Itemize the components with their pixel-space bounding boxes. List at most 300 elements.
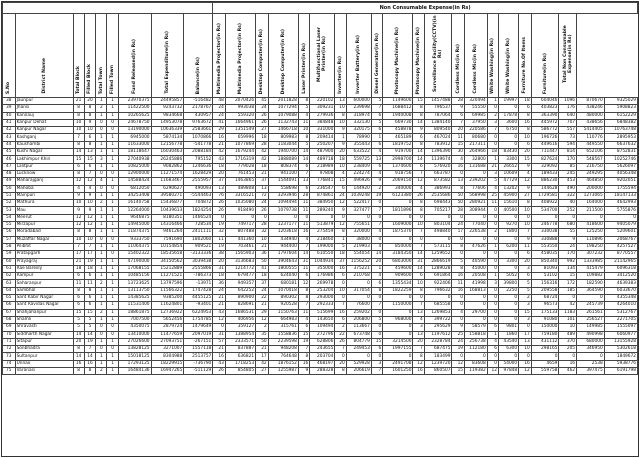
table-cell: 8 (335, 367, 346, 374)
table-cell: 1466524 (184, 214, 213, 221)
table-cell: 71 (3, 338, 16, 345)
table-cell: 559320 (225, 112, 255, 119)
table-cell: 17293125 (118, 360, 151, 367)
table-cell: 703461 (225, 243, 255, 250)
table-cell: 16 (298, 360, 309, 367)
table-cell: 604046 (531, 98, 559, 105)
table-cell: 5 (487, 178, 498, 185)
table-cell: 1718253 (225, 360, 255, 367)
table-cell: 27 (256, 367, 269, 374)
table-cell: 0 (487, 309, 498, 316)
table-cell: 814 (559, 149, 577, 156)
table-cell: -736790 (184, 360, 213, 367)
table-cell: 12 (335, 222, 346, 229)
district-name-cell: Mahoba (15, 185, 73, 192)
table-cell: 1797604 (268, 251, 298, 258)
table-cell: 1 (107, 112, 118, 119)
table-cell: 1664961 (225, 119, 255, 126)
table-cell: 26652 (499, 163, 519, 170)
table-cell: 431112 (531, 338, 559, 345)
table-cell: 10 (84, 127, 95, 134)
table-cell: 11683467 (151, 178, 184, 185)
table-cell: 21 (73, 258, 84, 265)
table-cell: 72 (256, 192, 269, 199)
table-cell: 55550 (465, 105, 488, 112)
table-row (3, 273, 638, 280)
table-cell: 322 (559, 192, 577, 199)
table-cell: 209558 (531, 287, 559, 294)
table-cell: 1150000 (383, 302, 413, 309)
table-cell: 1044934 (310, 258, 335, 265)
table-cell: 6 (413, 163, 424, 170)
table-cell: 0 (383, 236, 413, 243)
table-cell: 680000 (577, 338, 605, 345)
table-cell: 21 (487, 163, 498, 170)
table-cell: 16 (298, 229, 309, 236)
table-cell: -516482 (184, 98, 213, 105)
district-name-cell: Sitapur (15, 338, 73, 345)
table-cell: 534700 (531, 207, 559, 214)
table-cell: 1463865 (225, 178, 255, 185)
table-cell: 11624801 (151, 302, 184, 309)
table-cell: 2583661 (184, 127, 213, 134)
column-header-label: Photocopy Machine(in Rs) (395, 26, 401, 94)
table-cell: 10 (73, 200, 84, 207)
table-cell: 10 (519, 346, 532, 353)
table-cell: 2866619 (424, 258, 452, 265)
table-cell: 8 (298, 295, 309, 302)
table-cell: 3904643 (268, 258, 298, 265)
table-cell: 496926 (346, 178, 371, 185)
table-cell: 26 (335, 338, 346, 345)
table-cell: 8 (413, 200, 424, 207)
table-cell: 8 (84, 367, 95, 374)
table-cell: 203704 (310, 353, 335, 360)
table-cell: 809983 (268, 134, 298, 141)
table-cell: 4 (371, 170, 382, 177)
table-cell: 12 (73, 222, 84, 229)
table-cell: 54 (3, 214, 16, 221)
table-cell: 1333985 (577, 258, 605, 265)
table-cell: 0 (487, 353, 498, 360)
table-cell: 55 (559, 229, 577, 236)
table-cell: 0 (335, 280, 346, 287)
table-cell: 5302618 (604, 346, 637, 353)
column-header (15, 14, 73, 98)
table-cell: 5 (84, 316, 95, 323)
table-cell: 16 (452, 273, 465, 280)
table-cell: 11 (298, 309, 309, 316)
table-cell: 8 (84, 229, 95, 236)
table-cell: 2879724 (151, 324, 184, 331)
table-cell: 12 (84, 222, 95, 229)
table-cell: 783912 (424, 141, 452, 148)
table-cell: 8 (73, 112, 84, 119)
table-cell: 15018125 (118, 353, 151, 360)
table-cell: 39580271 (151, 192, 184, 199)
table-cell: 6812050 (118, 185, 151, 192)
table-cell: 9 (84, 207, 95, 214)
table-cell: 21 (256, 302, 269, 309)
table-cell: 0 (383, 353, 413, 360)
table-cell: 2 (335, 324, 346, 331)
table-cell: 6 (519, 273, 532, 280)
table-cell: 7 (371, 105, 382, 112)
table-cell: 19 (452, 346, 465, 353)
table-cell: 10 (413, 280, 424, 287)
table-cell: 318974 (346, 112, 371, 119)
table-cell: 41 (3, 119, 16, 126)
table-cell: 1388954 (225, 331, 255, 338)
table-cell: 1 (371, 265, 382, 272)
table-cell: 24 (256, 287, 269, 294)
table-cell: 219903 (346, 243, 371, 250)
table-cell: 76 (213, 192, 226, 199)
table-cell: 176 (559, 105, 577, 112)
table-cell: 9 (519, 185, 532, 192)
column-header-label: Diesel Generator(in Rs) (374, 33, 380, 94)
table-cell: 4 (413, 185, 424, 192)
table-cell: 803104 (424, 222, 452, 229)
table-cell: 12264000 (118, 207, 151, 214)
table-row (3, 222, 638, 229)
table-cell: 6 (84, 273, 95, 280)
table-cell: 27093751 (151, 338, 184, 345)
table-cell: 489718 (310, 156, 335, 163)
table-cell: 375221 (346, 265, 371, 272)
table-cell: 17 (256, 353, 269, 360)
table-cell: 134 (559, 265, 577, 272)
table-cell: 0 (487, 141, 498, 148)
table-row (3, 265, 638, 272)
table-cell: 1 (107, 360, 118, 367)
table-cell: 8 (84, 141, 95, 148)
table-cell: 28 (256, 141, 269, 148)
table-cell: 3 (519, 316, 532, 323)
table-cell: 8 (84, 105, 95, 112)
table-cell: 269978 (310, 280, 335, 287)
table-cell: 27 (256, 127, 269, 134)
table-cell: 0 (335, 353, 346, 360)
table-cell: 9 (298, 367, 309, 374)
table-cell: 78990 (346, 134, 371, 141)
table-cell: 8 (73, 141, 84, 148)
table-cell: 8 (298, 98, 309, 105)
table-cell: 10763748 (604, 127, 637, 134)
table-cell: 808374 (268, 163, 298, 170)
table-cell: 26 (256, 207, 269, 214)
table-cell: 185 (559, 287, 577, 294)
table-cell: 711447 (531, 149, 559, 156)
table-cell: 1888089 (268, 156, 298, 163)
table-cell: 110776 (577, 134, 605, 141)
table-cell: 42 (256, 360, 269, 367)
table-cell: 10 (256, 236, 269, 243)
table-cell: -267151 (184, 338, 213, 345)
table-row (3, 243, 638, 250)
table-cell: 49 (3, 178, 16, 185)
table-cell: 45 (256, 98, 269, 105)
table-cell: 1070418 (268, 287, 298, 294)
table-cell: 14 (413, 265, 424, 272)
table-cell: 24 (452, 338, 465, 345)
table-cell: 65 (3, 295, 16, 302)
table-cell: 226538 (465, 229, 488, 236)
table-cell: 3 (413, 324, 424, 331)
table-cell: 74 (3, 360, 16, 367)
table-cell: 12 (298, 280, 309, 287)
table-cell: 4 (298, 236, 309, 243)
table-cell: 2239598 (268, 338, 298, 345)
table-cell: 170 (559, 156, 577, 163)
column-header-row (3, 14, 638, 98)
table-cell: 1479649 (184, 324, 213, 331)
table-cell: 29 (256, 309, 269, 316)
table-cell: 6096318 (604, 265, 637, 272)
table-cell: 261561 (577, 309, 605, 316)
table-cell: 18 (213, 273, 226, 280)
table-cell: 14 (413, 119, 424, 126)
table-cell: 0 (487, 236, 498, 243)
table-cell: 295629 (424, 324, 452, 331)
table-cell: 10 (519, 222, 532, 229)
table-cell: 3300 (499, 258, 519, 265)
column-header-label: Balance(in Rs) (195, 56, 201, 94)
table-cell: 13797596 (151, 280, 184, 287)
table-cell: 38 (3, 98, 16, 105)
table-cell: 0 (107, 170, 118, 177)
column-header (559, 14, 577, 98)
column-header-label: Surveillance Facility(CCTV)(in Rs) (433, 15, 444, 93)
table-cell: 1 (107, 338, 118, 345)
table-cell: 27 (519, 192, 532, 199)
column-header (383, 14, 413, 98)
table-cell: 15 (335, 178, 346, 185)
table-cell: 15 (519, 156, 532, 163)
table-cell: 5 (452, 258, 465, 265)
table-cell: 2 (96, 105, 107, 112)
table-cell: 8 (335, 112, 346, 119)
table-cell: 24 (213, 105, 226, 112)
table-cell: 29700 (465, 309, 488, 316)
table-cell: 85 (559, 163, 577, 170)
table-cell: 101 (559, 316, 577, 323)
table-cell: 149985 (577, 324, 605, 331)
table-cell: 34150562 (151, 258, 184, 265)
table-cell: 41 (213, 119, 226, 126)
table-cell: 6 (335, 185, 346, 192)
table-cell: 20 (519, 258, 532, 265)
district-name-cell: Sultanpur (15, 353, 73, 360)
table-cell: 1351549 (225, 127, 255, 134)
district-name-cell: Moradabad (15, 229, 73, 236)
table-cell: 12900000 (118, 170, 151, 177)
table-cell: 19 (371, 192, 382, 199)
table-cell: 12736922 (151, 309, 184, 316)
table-cell: 890302 (268, 295, 298, 302)
table-cell: 110896 (577, 236, 605, 243)
district-name-cell: Kushi Nagar (15, 149, 73, 156)
table-cell: 24 (559, 243, 577, 250)
table-cell: 7 (371, 207, 382, 214)
table-cell: 6803000 (383, 258, 413, 265)
table-cell: 280921 (465, 200, 488, 207)
table-cell: 9 (371, 178, 382, 185)
table-cell: 553550 (531, 243, 559, 250)
table-cell: 0 (452, 170, 465, 177)
table-cell: 45000 (465, 265, 488, 272)
column-header (413, 14, 424, 98)
table-cell: 15212889 (151, 265, 184, 272)
table-cell: 40590 (465, 258, 488, 265)
table-cell: 1077869 (225, 141, 255, 148)
table-cell: 6224953 (184, 309, 213, 316)
table-cell: 8770557 (604, 251, 637, 258)
table-row (3, 280, 638, 287)
district-name-cell: Mau (15, 207, 73, 214)
table-cell: 14 (84, 331, 95, 338)
table-cell: -5544463 (184, 192, 213, 199)
table-cell: 636821 (225, 353, 255, 360)
table-cell: 43540 (499, 338, 519, 345)
table-cell: 340000 (383, 185, 413, 192)
table-cell: 992 (559, 258, 577, 265)
table-cell: 1 (96, 229, 107, 236)
table-cell: 38 (213, 251, 226, 258)
table-cell: 32800 (465, 156, 488, 163)
table-cell: 827624 (531, 156, 559, 163)
table-cell: 13202 (499, 185, 519, 192)
table-row (3, 302, 638, 309)
table-cell: 0 (96, 324, 107, 331)
table-cell: 464850 (577, 178, 605, 185)
column-header-label: Fund Released(in Rs) (132, 39, 138, 94)
table-cell: 8 (84, 287, 95, 294)
table-cell: 487900 (310, 149, 335, 156)
column-header-label: Inverter(in Rs) (338, 56, 344, 94)
table-cell: 7 (84, 170, 95, 177)
table-cell: 330038 (531, 229, 559, 236)
table-cell: 172 (559, 280, 577, 287)
table-cell: 10 (519, 207, 532, 214)
table-cell: 24 (452, 222, 465, 229)
table-cell: 12156778 (151, 141, 184, 148)
table-cell: 1860 (499, 331, 519, 338)
table-cell: 8 (519, 200, 532, 207)
table-cell: 664983 (268, 316, 298, 323)
table-cell: 36 (256, 251, 269, 258)
table-cell: 239698 (346, 105, 371, 112)
table-cell: 28 (452, 207, 465, 214)
table-cell: 11 (487, 200, 498, 207)
table-cell: 13155928 (604, 338, 637, 345)
table-cell: 8 (413, 105, 424, 112)
table-cell: 250207 (310, 141, 335, 148)
table-row (3, 156, 638, 163)
table-cell: 109494 (310, 324, 335, 331)
table-cell: 9801 (499, 324, 519, 331)
table-cell: 0 (452, 295, 465, 302)
table-cell: 19997 (499, 98, 519, 105)
table-cell: 0 (371, 331, 382, 338)
district-name-cell: Rae Bareilly (15, 265, 73, 272)
table-cell: 15 (559, 273, 577, 280)
table-cell: 6945000 (118, 134, 151, 141)
table-cell: 15 (371, 338, 382, 345)
column-header-label: Cordless Mic(in Rs) (455, 44, 461, 94)
table-cell: 17 (73, 251, 84, 258)
table-cell: 13 (256, 185, 269, 192)
table-cell: 62 (3, 273, 16, 280)
table-cell: 2411111 (184, 229, 213, 236)
table-cell: -13971 (184, 280, 213, 287)
table-cell: 64 (3, 287, 16, 294)
table-cell: 9 (452, 105, 465, 112)
table-cell: 7 (371, 367, 382, 374)
table-cell: 76600 (346, 302, 371, 309)
table-cell: 210768 (346, 273, 371, 280)
table-cell: 0 (499, 295, 519, 302)
table-cell: 24678750 (118, 119, 151, 126)
table-cell: 0 (499, 251, 519, 258)
table-cell: 652106 (577, 149, 605, 156)
table-cell: 18147133 (604, 192, 637, 199)
table-cell: 4 (298, 112, 309, 119)
table-cell: 1 (107, 265, 118, 272)
table-cell: 182590 (577, 280, 605, 287)
table-cell: 0 (487, 265, 498, 272)
table-cell: 2998700 (383, 156, 413, 163)
table-cell: 42 (559, 302, 577, 309)
table-cell: 36 (213, 280, 226, 287)
table-cell: 10 (519, 134, 532, 141)
table-cell: 0 (96, 346, 107, 353)
table-cell: 14 (298, 156, 309, 163)
table-cell: 220586 (465, 127, 488, 134)
column-header-label: Total Non Consumable Expense(in Rs) (562, 25, 573, 83)
table-cell: 804779 (346, 338, 371, 345)
table-cell: 57 (3, 236, 16, 243)
table-cell: 6033670 (604, 287, 637, 294)
table-cell: 0 (107, 119, 118, 126)
column-header (452, 14, 465, 98)
table-cell: 2535686 (424, 192, 452, 199)
table-cell: 320494 (465, 98, 488, 105)
table-cell: 8 (73, 170, 84, 177)
table-cell: 1755594 (604, 185, 637, 192)
table-cell: 17 (519, 331, 532, 338)
table-cell: 5874134 (151, 134, 184, 141)
table-cell: 0 (383, 295, 413, 302)
table-cell: 0 (107, 185, 118, 192)
table-cell: 5 (519, 280, 532, 287)
table-cell: 18 (73, 265, 84, 272)
table-cell: 1 (107, 141, 118, 148)
table-cell: 183499 (424, 353, 452, 360)
table-cell: 5 (298, 105, 309, 112)
table-cell: 16 (452, 163, 465, 170)
table-cell: 0 (371, 200, 382, 207)
district-name-cell: Sambhal (15, 287, 73, 294)
table-cell: 57 (213, 338, 226, 345)
table-cell: 7 (298, 302, 309, 309)
table-cell: 2491708 (383, 360, 413, 367)
district-name-cell: Lucknow (15, 170, 73, 177)
table-row (3, 112, 638, 119)
table-cell: 490998 (577, 331, 605, 338)
table-cell: 6 (371, 280, 382, 287)
table-cell: 0 (487, 251, 498, 258)
